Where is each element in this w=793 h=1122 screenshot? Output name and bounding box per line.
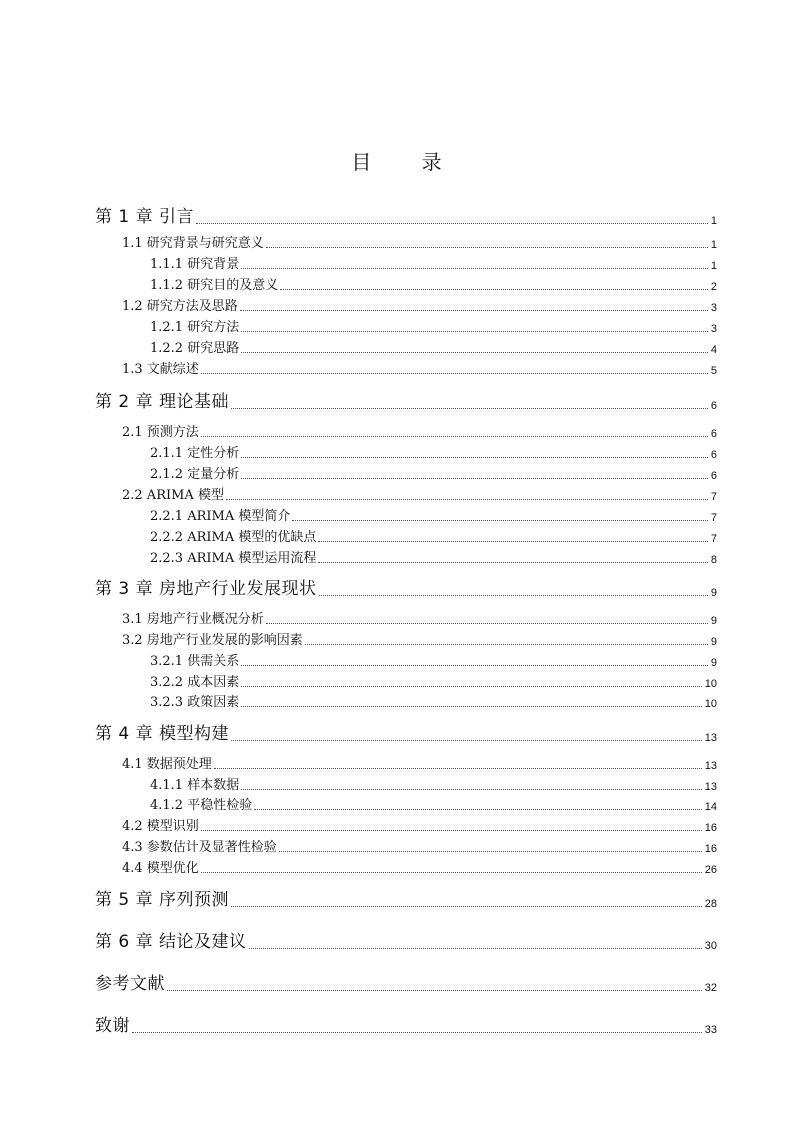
toc-page-number: 6 [710,400,717,412]
toc-entry-label: 1.1 研究背景与研究意义 [122,236,264,251]
toc-entry-label: 4.1.2 平稳性检验 [150,798,253,813]
dot-leader [318,562,708,563]
toc-page-number: 1 [710,215,717,227]
toc-entry-label: 4.3 参数估计及显著性检验 [122,840,277,855]
dot-leader [241,665,708,666]
toc-entry-label: 第 3 章 房地产行业发展现状 [95,579,317,599]
toc-subsection-3-2-3[interactable] [150,694,717,711]
toc-entry-label: 1.1.2 研究目的及意义 [150,278,279,293]
toc-page-number: 9 [710,636,717,648]
toc-section-2-1[interactable] [122,424,717,441]
toc-entry-label: 2.1.1 定性分析 [150,446,240,461]
toc-page-number: 13 [704,732,717,744]
toc-entry-label: 2.2.1 ARIMA 模型简介 [150,509,291,524]
toc-chapter-3[interactable] [95,578,717,600]
toc-entry-label: 第 2 章 理论基础 [95,392,230,412]
toc-entry-label: 3.2.1 供需关系 [150,654,240,669]
toc-section-4-3[interactable] [122,839,717,856]
toc-page-number: 26 [704,864,717,876]
dot-leader [214,768,702,769]
toc-page-number: 32 [704,982,717,994]
toc-page-number: 16 [704,822,717,834]
dot-leader [292,520,708,521]
toc-entry-label: 1.3 文献综述 [122,362,199,377]
toc-entry-label: 3.2.2 成本因素 [150,675,240,690]
toc-entry-label: 3.2.3 政策因素 [150,695,240,710]
toc-page-number: 16 [704,843,717,855]
dot-leader [201,373,708,374]
toc-section-1-3[interactable] [122,361,717,378]
dot-leader [241,789,702,790]
dot-leader [196,223,708,224]
dot-leader [226,499,708,500]
toc-subsection-2-2-3[interactable] [150,550,717,567]
dot-leader [201,830,702,831]
toc-entry-label: 1.2.2 研究思路 [150,341,240,356]
toc-page-number: 9 [710,657,717,669]
toc-entry-label: 2.2.3 ARIMA 模型运用流程 [150,551,317,566]
toc-entry-label: 第 1 章 引言 [95,207,195,227]
toc-subsection-1-1-2[interactable] [150,277,717,294]
toc-acknowledgements[interactable] [95,1015,717,1037]
toc-chapter-2[interactable] [95,391,717,413]
dot-leader [280,289,708,290]
dot-leader [167,990,702,991]
dot-leader [266,247,708,248]
toc-entry-label: 第 6 章 结论及建议 [95,932,247,952]
toc-page-number: 13 [704,760,717,772]
toc-subsection-3-2-2[interactable] [150,674,717,691]
dot-leader [231,906,702,907]
toc-page-number: 7 [710,533,717,545]
dot-leader [249,948,702,949]
toc-page-number: 8 [710,554,717,566]
toc-page-number: 3 [710,323,717,335]
toc-entry-label: 3.2 房地产行业发展的影响因素 [122,633,303,648]
toc-title: 目 录 [351,150,464,174]
toc-page-number: 9 [710,615,717,627]
dot-leader [240,310,708,311]
toc-page-number: 2 [710,281,717,293]
toc-section-2-2[interactable] [122,487,717,504]
toc-subsection-1-2-2[interactable] [150,340,717,357]
dot-leader [279,851,702,852]
toc-page-number: 1 [710,260,717,272]
toc-page-number: 33 [704,1024,717,1036]
dot-leader [241,331,708,332]
toc-entry-label: 2.1 预测方法 [122,425,199,440]
toc-references[interactable] [95,973,717,995]
toc-chapter-5[interactable] [95,889,717,911]
toc-page-number: 6 [710,428,717,440]
toc-subsection-1-1-1[interactable] [150,256,717,273]
toc-section-4-4[interactable] [122,860,717,877]
toc-page-number: 9 [710,587,717,599]
toc-chapter-6[interactable] [95,931,717,953]
toc-entry-label: 4.4 模型优化 [122,861,199,876]
toc-entry-label: 1.2 研究方法及思路 [122,299,238,314]
toc-subsection-4-1-1[interactable] [150,777,717,794]
toc-page-number: 7 [710,512,717,524]
toc-entry-label: 致谢 [95,1016,130,1036]
toc-page-number: 7 [710,491,717,503]
dot-leader [241,478,708,479]
toc-section-1-2[interactable] [122,298,717,315]
dot-leader [319,595,708,596]
toc-chapter-4[interactable] [95,723,717,745]
dot-leader [201,872,702,873]
toc-entry-label: 3.1 房地产行业概况分析 [122,612,264,627]
dot-leader [201,436,708,437]
toc-entry-label: 参考文献 [95,974,165,994]
toc-page-number: 6 [710,470,717,482]
toc-entry-label: 4.2 模型识别 [122,819,199,834]
toc-subsection-4-1-2[interactable] [150,797,717,814]
toc-section-4-2[interactable] [122,818,717,835]
dot-leader [231,408,708,409]
dot-leader [241,706,702,707]
dot-leader [305,644,708,645]
toc-page-number: 30 [704,940,717,952]
toc-subsection-2-1-2[interactable] [150,466,717,483]
dot-leader [241,352,708,353]
toc-page-number: 28 [704,898,717,910]
toc-entry-label: 4.1.1 样本数据 [150,778,240,793]
toc-section-3-1[interactable] [122,611,717,628]
toc-section-1-1[interactable] [122,235,717,252]
toc-page-number: 13 [704,781,717,793]
dot-leader [241,686,702,687]
dot-leader [266,623,708,624]
toc-entry-label: 1.1.1 研究背景 [150,257,240,272]
toc-entry-label: 2.2.2 ARIMA 模型的优缺点 [150,530,317,545]
toc-subsection-2-2-1[interactable] [150,508,717,525]
dot-leader [241,457,708,458]
toc-subsection-2-2-2[interactable] [150,529,717,546]
toc-entry-label: 第 5 章 序列预测 [95,890,230,910]
dot-leader [254,809,702,810]
toc-page-number: 4 [710,344,717,356]
toc-page-number: 14 [704,801,717,813]
dot-leader [241,268,708,269]
toc-subsection-1-2-1[interactable] [150,319,717,336]
toc-page-number: 6 [710,449,717,461]
toc-subsection-2-1-1[interactable] [150,445,717,462]
toc-entry-label: 2.2 ARIMA 模型 [122,488,224,503]
toc-subsection-3-2-1[interactable] [150,653,717,670]
toc-page-number: 10 [704,698,717,710]
toc-section-4-1[interactable] [122,756,717,773]
dot-leader [231,740,702,741]
toc-page-number: 10 [704,678,717,690]
toc-section-3-2[interactable] [122,632,717,649]
toc-page-number: 1 [710,239,717,251]
dot-leader [318,541,708,542]
toc-entry-label: 2.1.2 定量分析 [150,467,240,482]
toc-page-number: 3 [710,302,717,314]
toc-entry-label: 1.2.1 研究方法 [150,320,240,335]
toc-entry-label: 4.1 数据预处理 [122,757,212,772]
toc-page-number: 5 [710,365,717,377]
toc-entry-label: 第 4 章 模型构建 [95,724,230,744]
toc-chapter-1[interactable] [95,206,717,228]
dot-leader [132,1032,702,1033]
